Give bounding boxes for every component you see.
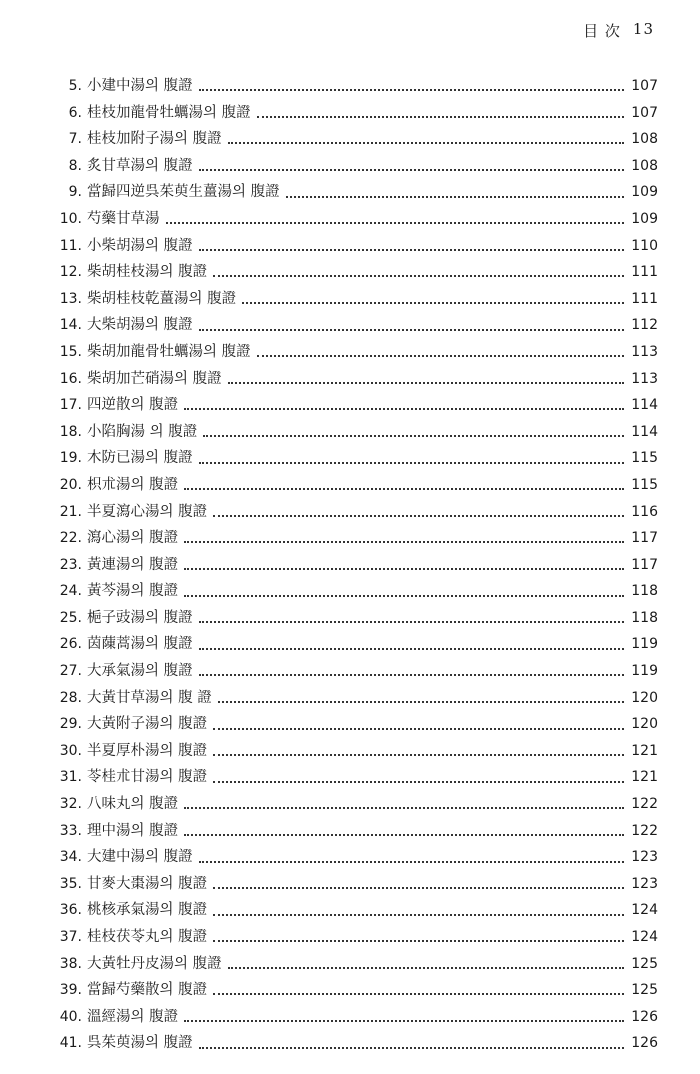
- toc-entry-page: 121: [631, 769, 658, 786]
- toc-entry: [50, 127, 658, 154]
- toc-leader-dots: [203, 435, 624, 437]
- toc-entry-title: 炙甘草湯의 腹證: [87, 157, 193, 174]
- toc-leader-dots: [199, 89, 624, 91]
- toc-entry-page: 125: [631, 982, 658, 999]
- toc-entry-number: 41.: [59, 1035, 82, 1052]
- toc-entry-number: 30.: [59, 742, 82, 759]
- toc-entry-page: 111: [631, 264, 658, 281]
- toc-entry-title: 桂枝茯苓丸의 腹證: [87, 929, 208, 945]
- toc-leader-dots: [199, 169, 624, 171]
- toc-entry-page: 119: [631, 663, 658, 680]
- toc-entry-page: 110: [631, 237, 658, 254]
- toc-entry-number: 18.: [59, 423, 82, 440]
- toc-entry-page: 113: [631, 343, 658, 360]
- toc-entry-title: 茵蔯蒿湯의 腹證: [87, 636, 193, 653]
- toc-entry-number: 28.: [59, 689, 82, 706]
- toc-entry-title: 大承氣湯의 腹證: [87, 663, 193, 680]
- toc-entry-title: 柴胡加龍骨牡蠣湯의 腹證: [87, 343, 251, 360]
- toc-entry: [50, 898, 658, 925]
- toc-entry-title: 桂枝加附子湯의 腹證: [87, 131, 222, 148]
- toc-entry-number: 21.: [59, 503, 82, 520]
- toc-entry-number: 40.: [59, 1008, 82, 1025]
- toc-entry: [50, 446, 658, 473]
- toc-entry: [50, 500, 658, 527]
- toc-entry: [50, 207, 658, 234]
- toc-entry-number: 31.: [59, 769, 82, 786]
- toc-entry-page: 115: [631, 450, 658, 467]
- toc-leader-dots: [286, 196, 624, 198]
- toc-leader-dots: [199, 621, 624, 623]
- toc-entry-title: 大柴胡湯의 腹證: [87, 317, 193, 334]
- toc-entry: [50, 579, 658, 606]
- toc-entry-title: 甘麥大棗湯의 腹證: [87, 875, 208, 892]
- toc-entry-page: 112: [631, 317, 658, 334]
- toc-leader-dots: [213, 781, 624, 783]
- toc-entry: [50, 473, 658, 500]
- toc-leader-dots: [199, 249, 624, 251]
- toc-entry-title: 大黃牡丹皮湯의 腹證: [87, 955, 222, 972]
- toc-entry-number: 8.: [68, 157, 82, 174]
- toc-entry: [50, 978, 658, 1005]
- toc-leader-dots: [257, 355, 624, 357]
- toc-leader-dots: [199, 462, 624, 464]
- toc-entry-number: 35.: [59, 875, 82, 892]
- toc-entry-title: 苓桂朮甘湯의 腹證: [87, 769, 208, 786]
- toc-entry-page: 117: [631, 530, 658, 547]
- toc-entry: [50, 553, 658, 580]
- toc-entry-number: 34.: [59, 849, 82, 866]
- header-page-number: 13: [632, 20, 654, 38]
- toc-entry: [50, 313, 658, 340]
- toc-entry-number: 19.: [59, 450, 82, 467]
- toc-entry-page: 107: [631, 78, 658, 94]
- toc-entry: [50, 686, 658, 713]
- toc-entry-page: 119: [631, 636, 658, 653]
- toc-entry-title: 桂枝加龍骨牡蠣湯의 腹證: [87, 104, 251, 121]
- toc-entry: [50, 632, 658, 659]
- toc-leader-dots: [257, 116, 624, 118]
- toc-entry-page: 114: [631, 423, 658, 440]
- toc-leader-dots: [228, 967, 624, 969]
- toc-leader-dots: [166, 222, 625, 224]
- toc-entry-page: 118: [631, 609, 658, 626]
- toc-entry: [50, 260, 658, 287]
- toc-entry: [50, 154, 658, 181]
- toc-leader-dots: [184, 488, 624, 490]
- toc-entry-number: 23.: [59, 556, 82, 573]
- toc-leader-dots: [213, 887, 624, 889]
- toc-entry: [50, 234, 658, 261]
- toc-entry-page: 109: [631, 184, 658, 201]
- toc-leader-dots: [184, 834, 624, 836]
- toc-leader-dots: [199, 1047, 624, 1049]
- toc-entry-title: 枳朮湯의 腹證: [87, 476, 179, 493]
- toc-entry-title: 黃連湯의 腹證: [87, 556, 179, 573]
- toc-entry-page: 113: [631, 370, 658, 387]
- toc-entry-number: 37.: [59, 929, 82, 945]
- toc-entry: [50, 526, 658, 553]
- toc-entry-title: 黃芩湯의 腹證: [87, 583, 179, 600]
- toc-entry: [50, 101, 658, 128]
- toc-leader-dots: [218, 701, 624, 703]
- toc-entry-number: 20.: [59, 476, 82, 493]
- toc-entry-page: 107: [631, 104, 658, 121]
- toc-entry: [50, 393, 658, 420]
- toc-entry: [50, 739, 658, 766]
- toc-entry-title: 小建中湯의 腹證: [87, 78, 193, 94]
- toc-leader-dots: [213, 993, 624, 995]
- toc-entry-number: 36.: [59, 902, 82, 919]
- toc-leader-dots: [184, 595, 624, 597]
- toc-entry: [50, 712, 658, 739]
- toc-entry: [50, 819, 658, 846]
- toc-entry-title: 梔子豉湯의 腹證: [87, 609, 193, 626]
- toc-entry-number: 7.: [68, 131, 82, 148]
- toc-leader-dots: [184, 408, 624, 410]
- toc-entry: [50, 925, 658, 952]
- toc-entry: [50, 180, 658, 207]
- toc-entry-number: 6.: [68, 104, 82, 121]
- toc-entry-page: 124: [631, 902, 658, 919]
- toc-entry-title: 柴胡桂枝湯의 腹證: [87, 264, 208, 281]
- toc-entry-title: 八味丸의 腹證: [87, 796, 179, 813]
- toc-entry-page: 108: [631, 131, 658, 148]
- toc-entry-title: 大建中湯의 腹證: [87, 849, 193, 866]
- toc-entry-title: 半夏厚朴湯의 腹證: [87, 742, 208, 759]
- toc-entry-number: 26.: [59, 636, 82, 653]
- toc-entry-title: 桃核承氣湯의 腹證: [87, 902, 208, 919]
- toc-entry-title: 呉茱萸湯의 腹證: [87, 1035, 193, 1052]
- toc-entry-number: 22.: [59, 530, 82, 547]
- toc-entry: [50, 74, 658, 101]
- toc-entry-number: 14.: [59, 317, 82, 334]
- toc-entry-title: 四逆散의 腹證: [87, 397, 179, 414]
- toc-entry-title: 溫經湯의 腹證: [87, 1008, 179, 1025]
- toc-entry: [50, 952, 658, 979]
- toc-entry-page: 117: [631, 556, 658, 573]
- toc-leader-dots: [228, 142, 624, 144]
- toc-entry-page: 116: [631, 503, 658, 520]
- toc-entry-number: 17.: [59, 397, 82, 414]
- toc-entry-page: 120: [631, 716, 658, 733]
- toc-entry: [50, 872, 658, 899]
- toc-entry: [50, 606, 658, 633]
- toc-entry-title: 當歸芍藥散의 腹證: [87, 982, 208, 999]
- toc-entry-page: 120: [631, 689, 658, 706]
- toc-leader-dots: [213, 914, 624, 916]
- toc-entry-number: 5.: [68, 78, 82, 94]
- toc-entry-number: 9.: [68, 184, 82, 201]
- toc-entry-number: 13.: [59, 290, 82, 307]
- toc-entry-page: 124: [631, 929, 658, 945]
- toc-entry: [50, 340, 658, 367]
- toc-entry-page: 108: [631, 157, 658, 174]
- toc-leader-dots: [213, 728, 624, 730]
- toc-entry: [50, 420, 658, 447]
- toc-entry-page: 109: [631, 210, 658, 227]
- toc-leader-dots: [199, 861, 624, 863]
- toc-entry-page: 126: [631, 1035, 658, 1052]
- toc-leader-dots: [184, 541, 624, 543]
- toc-entry-page: 126: [631, 1008, 658, 1025]
- toc-leader-dots: [184, 568, 624, 570]
- toc-entry-title: 木防已湯의 腹證: [87, 450, 193, 467]
- toc-leader-dots: [184, 807, 624, 809]
- toc-leader-dots: [228, 382, 624, 384]
- toc-leader-dots: [242, 302, 624, 304]
- toc-entry-title: 瀉心湯의 腹證: [87, 530, 179, 547]
- toc-leader-dots: [213, 940, 624, 942]
- toc-entry-page: 118: [631, 583, 658, 600]
- toc-leader-dots: [184, 1020, 624, 1022]
- toc-entry-title: 小陷胸湯 의 腹證: [87, 423, 198, 440]
- toc-entry-title: 小柴胡湯의 腹證: [87, 237, 193, 254]
- toc-entry-number: 32.: [59, 796, 82, 813]
- toc-entry: [50, 1031, 658, 1058]
- toc-entry-title: 半夏瀉心湯의 腹證: [87, 503, 208, 520]
- toc-leader-dots: [199, 329, 624, 331]
- toc-leader-dots: [199, 648, 624, 650]
- toc-entry-number: 10.: [59, 210, 82, 227]
- toc-entry: [50, 792, 658, 819]
- toc-entry-number: 16.: [59, 370, 82, 387]
- toc-entry-number: 33.: [59, 822, 82, 839]
- toc-entry: [50, 367, 658, 394]
- toc-entry-title: 大黃附子湯의 腹證: [87, 716, 208, 733]
- header-label: 目 次: [583, 22, 621, 40]
- toc-leader-dots: [199, 674, 624, 676]
- toc-entry: [50, 1005, 658, 1032]
- toc-entry-page: 115: [631, 476, 658, 493]
- toc-entry-page: 122: [631, 822, 658, 839]
- toc-entry: [50, 845, 658, 872]
- toc-entry-title: 當歸四逆呉茱萸生薑湯의 腹證: [87, 184, 280, 201]
- toc-entry-page: 123: [631, 875, 658, 892]
- toc-entry-number: 11.: [59, 237, 82, 254]
- table-of-contents: [50, 74, 658, 1058]
- toc-entry-page: 122: [631, 796, 658, 813]
- toc-entry-number: 29.: [59, 716, 82, 733]
- toc-entry-number: 27.: [59, 663, 82, 680]
- toc-entry-number: 39.: [59, 982, 82, 999]
- toc-leader-dots: [213, 275, 624, 277]
- toc-entry-number: 24.: [59, 583, 82, 600]
- running-header: [583, 20, 654, 41]
- toc-entry-number: 38.: [59, 955, 82, 972]
- toc-entry-page: 111: [631, 290, 658, 307]
- toc-entry-number: 12.: [59, 264, 82, 281]
- toc-leader-dots: [213, 515, 624, 517]
- toc-entry: [50, 287, 658, 314]
- toc-entry-number: 25.: [59, 609, 82, 626]
- toc-entry-page: 121: [631, 742, 658, 759]
- toc-entry-title: 芍藥甘草湯: [87, 210, 160, 227]
- toc-entry: [50, 659, 658, 686]
- toc-entry-page: 123: [631, 849, 658, 866]
- toc-entry-number: 15.: [59, 343, 82, 360]
- toc-entry: [50, 765, 658, 792]
- toc-entry-page: 114: [631, 397, 658, 414]
- toc-entry-title: 柴胡加芒硝湯의 腹證: [87, 370, 222, 387]
- toc-entry-title: 柴胡桂枝乾薑湯의 腹證: [87, 290, 237, 307]
- toc-entry-page: 125: [631, 955, 658, 972]
- toc-leader-dots: [213, 754, 624, 756]
- toc-entry-title: 理中湯의 腹證: [87, 822, 179, 839]
- toc-entry-title: 大黃甘草湯의 腹 證: [87, 689, 212, 706]
